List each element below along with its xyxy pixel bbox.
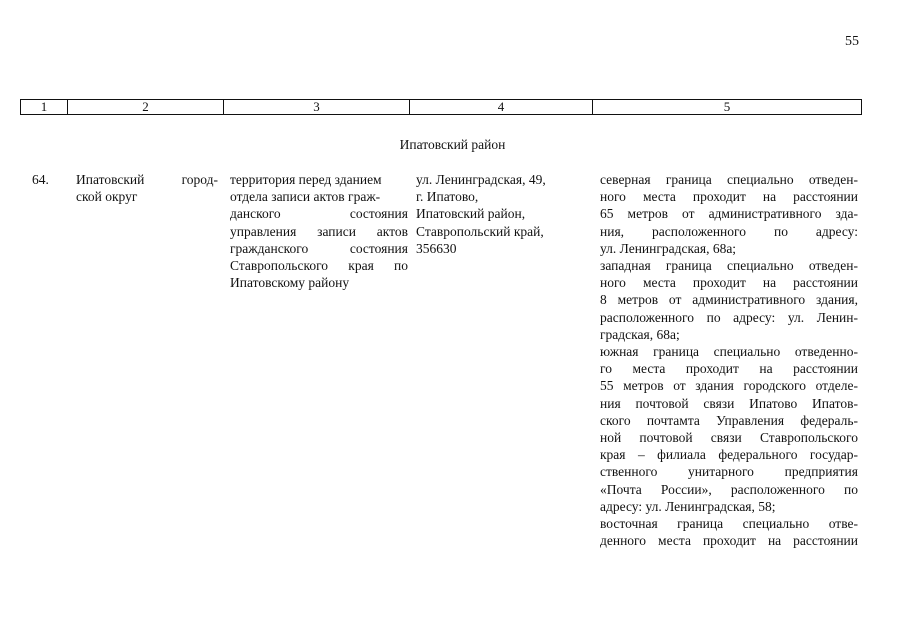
border-line: ственного унитарного предприятия bbox=[600, 464, 858, 480]
border-line: восточная граница специально отве- bbox=[600, 516, 858, 532]
border-line: западная граница специально отведен- bbox=[600, 258, 858, 274]
border-line: 65 метров от административного зда- bbox=[600, 206, 858, 222]
border-line: «Почта России», расположенного по bbox=[600, 481, 858, 497]
territory-line: отдела записи актов граж- bbox=[230, 189, 381, 205]
borders-cell bbox=[600, 171, 858, 549]
border-line: ул. Ленинградская, 68а; bbox=[600, 240, 737, 256]
border-line: градская, 68а; bbox=[600, 326, 680, 342]
district-line: Ипатовский город- bbox=[76, 172, 218, 187]
address-line: ул. Ленинградская, 49, bbox=[416, 172, 546, 187]
border-line: ного места проходит на расстоянии bbox=[600, 189, 858, 205]
border-line: адресу: ул. Ленинградская, 58; bbox=[600, 498, 776, 514]
column-header-5: 5 bbox=[723, 99, 731, 114]
border-line: северная граница специально отведен- bbox=[600, 172, 858, 187]
border-line: ния, расположенного по адресу: bbox=[600, 223, 858, 239]
column-header-2: 2 bbox=[68, 100, 224, 114]
border-line: 8 метров от административного здания, bbox=[600, 292, 858, 308]
territory-line: данского состояния bbox=[230, 206, 408, 222]
address-line: г. Ипатово, bbox=[416, 189, 479, 205]
territory-cell bbox=[230, 171, 408, 291]
border-line: ния почтовой связи Ипатово Ипатов- bbox=[600, 395, 858, 411]
page-number: 55 bbox=[845, 34, 859, 49]
border-line: ного места проходит на расстоянии bbox=[600, 275, 858, 291]
district-cell bbox=[76, 171, 218, 205]
border-line: го места проходит на расстоянии bbox=[600, 361, 858, 377]
border-line: ной почтовой связи Ставропольского bbox=[600, 430, 858, 446]
address-line: Ипатовский район, bbox=[416, 206, 526, 222]
border-line: расположенного по адресу: ул. Ленин- bbox=[600, 309, 858, 325]
border-line: ского почтамта Управления федераль- bbox=[600, 412, 858, 428]
section-title: Ипатовский район bbox=[399, 137, 506, 152]
address-line: 356630 bbox=[416, 240, 457, 256]
border-line: южная граница специально отведенно- bbox=[600, 344, 858, 360]
territory-line: Ипатовскому району bbox=[230, 275, 350, 291]
border-line: края – филиала федерального государ- bbox=[600, 447, 858, 463]
territory-line: управления записи актов bbox=[230, 223, 408, 239]
column-header-4: 4 bbox=[410, 100, 593, 114]
column-header-1: 1 bbox=[21, 100, 68, 114]
district-line: ской округ bbox=[76, 189, 138, 205]
border-line: 55 метров от здания городского отделе- bbox=[600, 378, 858, 394]
border-line: денного места проходит на расстоянии bbox=[600, 533, 858, 549]
address-cell bbox=[416, 171, 592, 257]
territory-line: территория перед зданием bbox=[230, 172, 382, 187]
row-number: 64. bbox=[32, 172, 49, 187]
territory-line: гражданского состояния bbox=[230, 240, 408, 256]
column-header-row bbox=[20, 99, 862, 115]
address-line: Ставропольский край, bbox=[416, 223, 544, 239]
column-header-3: 3 bbox=[224, 100, 410, 114]
territory-line: Ставропольского края по bbox=[230, 258, 408, 274]
